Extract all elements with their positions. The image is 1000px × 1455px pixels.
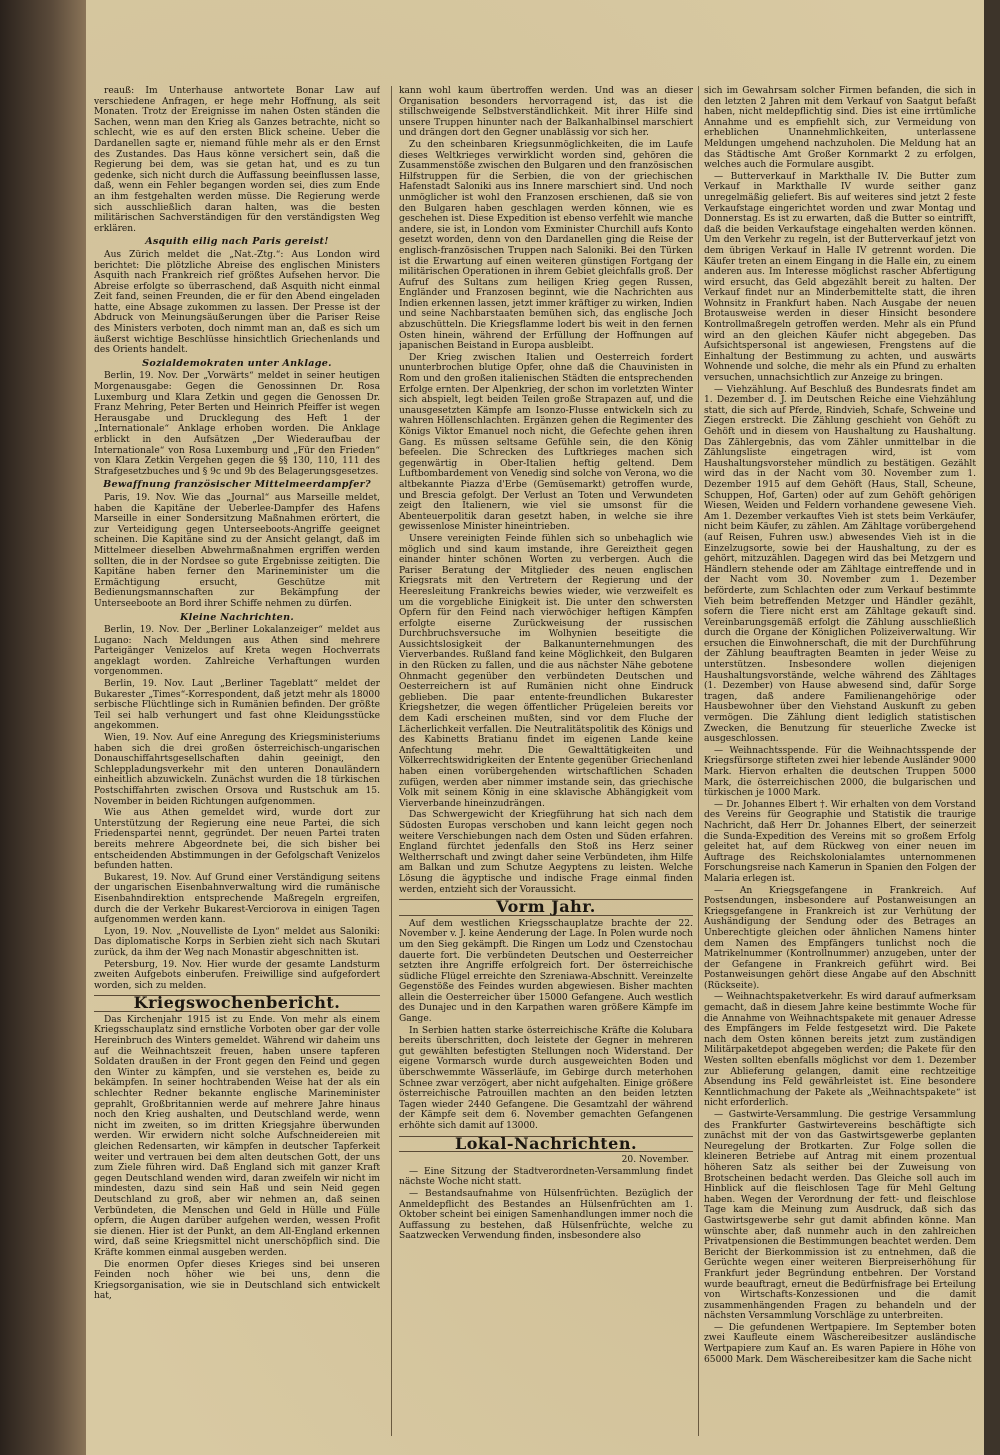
article-text: Das Schwergewicht der Kriegführung hat sich nach dem Südosten Europas verschoben und kann leicht gegen noch weitere Verschiebungen nach dem Osten und Süden erfahren. England fürchtet jedenfalls den Stoß ins Herz seiner Weltherrschaft und zwingt daher seine Verbündeten, ihm Hilfe am Balkan und zum Schutze Aegyptens zu leisten. Welche Lösung die ägyptische und indische Frage einmal finden werden, entzieht sich der Voraussicht. [399,810,693,895]
article-text: In Serbien hatten starke österreichische Kräfte die Kolubara bereits überschritten, doch leistete der Gegner in mehreren gut gewählten befestigten Stellungen noch Widerstand. Der eigene Vormarsch wurde durch ausgeweichten Boden und überschwemmte Wässerläufe, im Gebirge durch meterhohen Schnee zwar verzögert, aber nicht aufgehalten. Einige größere österreichische Patrouillen machten an den beiden letzten Tagen wieder 2440 Gefangene. Die Gesamtzahl der während der Kämpfe seit dem 6. November gemachten Gefangenen erhöhte sich damit auf 13000. [399,1025,693,1131]
section-headline: Kriegswochenbericht. [94,995,380,1012]
article-text: — Butterverkauf in Markthalle IV. Die Butter zum Verkauf in Markthalle IV wurde seither ganz unregelmäßig geliefert. Bis auf weiteres sind jetzt 2 feste Verkaufstage eingerichtet worden und zwar Montag und Donnerstag. Es ist zu erwarten, daß die Butter so eintrifft, daß die beiden Verkaufstage eingehalten werden können. Um den Verkehr zu regeln, ist der Butterverkauf jetzt von dem übrigen Verkauf in Halle IV getrennt worden. Die Käufer treten an einem Eingang in die Halle ein, zu einem anderen aus. Im Interesse möglichst rascher Abfertigung wird ersucht, das Geld abgezählt bereit zu halten. Der Verkauf findet nur an Minderbemittelte statt, die ihren Wohnsitz in Frankfurt haben. Nach Ausgabe der neuen Brotausweise werden in dieser Hinsicht besondere Kontrollmaßregeln getroffen werden. Mehr als ein Pfund wird an den gleichen Käufer nicht abgegeben. Das Aufsichtspersonal ist angewiesen, Frengstens auf die Einhaltung der Bestimmung zu achten, und auswärts Wohnende und solche, die mehr als ein Pfund zu erhalten versuchen, unnachsichtlich zur Anzeige zu bringen. [704,171,976,384]
article-text: Berlin, 19. Nov. Der „Vorwärts“ meldet in seiner heutigen Morgenausgabe: Gegen die Genossinnen Dr. Rosa Luxemburg und Klara Zetkin und gegen die Genossen Dr. Franz Mehring, Peter Berten und Heinrich Pfeiffer ist wegen Herausgabe und Drucklegung des Heft 1 der „Internationale“ Anklage erhoben worden. Die Anklage erblickt in den Aufsätzen „Der Wiederaufbau der Internationale“ von Rosa Luxemburg und „Für den Frieden“ von Klara Zetkin Vergehen gegen die §§ 130, 110, 111 des Strafgesetzbuches und § 9c und 9b des Belagerungsgesetzes. [94,371,380,477]
column-2 [399,86,693,1441]
article-text: — An Kriegsgefangene in Frankreich. Auf Postsendungen, insbesondere auf Postanweisungen an Kriegsgefangene in Frankreich ist zur Verhütung der Aushändigung der Sendung oder des Betrages an Unberechtigte gleichen oder ähnlichen Namens hinter dem Namen des Empfängers tunlichst noch die Matrikelnummer (Kontrollnummer) anzugeben, unter der der Gefangene in Frankreich geführt wird. Bei Postanweisungen gehört diese Angabe auf den Abschnitt (Rückseite). [704,885,976,991]
article-text: Petersburg, 19. Nov. Hier wurde der gesamte Landsturm zweiten Aufgebots einberufen. Freiwillige sind aufgefordert worden, sich zu melden. [94,959,380,991]
scan-edge [984,0,1000,1455]
article-text: — Die gefundenen Wertpapiere. Im September boten zwei Kaufleute einem Wäschereibesitzer ausländische Wertpapiere zum Kauf an. Es waren Papiere in Höhe von 65000 Mark. Dem Wäschereibesitzer kam die Sache nicht [704,1322,976,1365]
article-text: — Dr. Johannes Elbert †. Wir erhalten von dem Vorstand des Vereins für Geographie und Statistik die traurige Nachricht, daß Herr Dr. Johannes Elbert, der seinerzeit die Sunda-Expedition des Vereins mit so großem Erfolg geleitet hat, auf dem Rückweg von einer neuen im Auftrage des Reichskolonialamtes unternommenen Forschungsreise nach Kamerun in Spanien den Folgen der Malaria erlegen ist. [704,799,976,884]
article-text: Paris, 19. Nov. Wie das „Journal“ aus Marseille meldet, haben die Kapitäne der Ueberlee-Dampfer des Hafens Marseille in einer Sondersitzung Maßnahmen erörtert, die zur Verteidigung gegen Unterseeboots-Angriffe geeignet scheinen. Die Kapitäne sind zu der Ansicht gelangt, daß im Mittelmeer dieselben Abwehrmaßnahmen ergriffen werden sollten, die in der Nordsee so gute Ergebnisse zeitigten. Die Kapitäne haben ferner den Marineminister um die Ermächtigung ersucht, Geschütze mit Bedienungsmannschaften zur Bekämpfung der Unterseeboote an Bord ihrer Schiffe nehmen zu dürfen. [94,492,380,609]
headline: Sozialdemokraten unter Anklage. [142,357,332,369]
section-headline: Vorm Jahr. [399,899,693,916]
headline: Asquith eilig nach Paris gereist! [145,236,329,248]
article-text: — Weihnachtspaketverkehr. Es wird darauf aufmerksam gemacht, daß in diesem Jahre keine bestimmte Woche für die Annahme von Weihnachtspakete mit genauer Adresse des Empfängers im Felde festgesetzt wird. Die Pakete nach dem Osten können bereits jetzt zum zuständigen Militärpaketdepot abgegeben werden; die Pakete für den Westen sollten ebenfalls möglichst vor dem 1. Dezember zur Ablieferung gelangen, damit eine rechtzeitige Absendung ins Feld gewährleistet ist. Eine besondere Kenntlichmachung der Pakete als „Weihnachtspakete“ ist nicht erforderlich. [704,992,976,1109]
article-text: Berlin, 19. Nov. Laut „Berliner Tageblatt“ meldet der Bukarester „Times“-Korrespondent, daß jetzt mehr als 18000 serbische Flüchtlinge sich in Rumänien befinden. Der größte Teil sei halb verhungert und fast ohne Kleidungsstücke angekommen. [94,679,380,732]
book-binding [0,0,86,1455]
headline: Kleine Nachrichten. [179,611,295,623]
column-rule [698,86,699,1436]
article-text: Wie aus Athen gemeldet wird, wurde dort zur Unterstützung der Regierung eine neue Partei, die sich Friedenspartei nennt, gegründet. Der neuen Partei traten bereits mehrere Abgeordnete bei, die sich bisher bei entscheidenden Abstimmungen in der Gefolgschaft Venizelos befunden hatten. [94,808,380,872]
column-3 [704,86,976,1441]
article-text: — Weihnachtsspende. Für die Weihnachtsspende der Kriegsfürsorge stifteten zwei hier lebende Ausländer 9000 Mark. Hiervon erhalten die deutschen Truppen 5000 Mark, die österreichischen 2000, die bulgarischen und türkischen je 1000 Mark. [704,745,976,799]
article-text: Aus Zürich meldet die „Nat.-Ztg.“: Aus London wird berichtet: Die plötzliche Abreise des englischen Ministers Asquith nach Frankreich rief größtes Aufsehen hervor. Die Abreise erfolgte so überraschend, daß Asquith nicht einmal Zeit fand, seinen Freunden, die er für den Abend eingeladen hatte, eine Absage zukommen zu lassen. Der Presse ist der Abdruck von Meinungsäußerungen über die Pariser Reise des Ministers verboten, doch nimmt man an, daß es sich um äußerst wichtige Beschlüsse hinsichtlich Griechenlands und des Orients handelt. [94,249,380,356]
section-headline: Lokal-Nachrichten. [399,1136,693,1153]
article-text: Wien, 19. Nov. Auf eine Anregung des Kriegsministeriums haben sich die drei großen österreichisch-ungarischen Donauschiffahrtsgesellschaften dahin geeinigt, den Schleppladungsverkehr mit den unteren Donauländern einheitlich abzuwickeln. Zunächst wurden die 18 türkischen Postschiffahrten zwischen Orsova und Rustschuk am 15. November in beiden Richtungen aufgenommen. [94,733,380,807]
article-text: Das Kirchenjahr 1915 ist zu Ende. Von mehr als einem Kriegsschauplatz sind ernstliche Vorboten ober gar der volle Hereinbruch des Winters gemeldet. Während wir daheim uns auf die Weihnachtszeit freuen, haben unsere tapferen Soldaten draußen in der Front gegen den Feind und gegen den Winter zu kämpfen, und sie verstehen es, beide zu bekämpfen. In seiner hochtrabenden Weise hat der als ein schlechter Redner bekannte englische Marineminister geprahlt, Großbritannien werde auf mehrere Jahre hinaus noch den Krieg aushalten, und Deutschland werde, wenn nicht im zweiten, so im dritten Kriegsjahre überwunden werden. Wir erwidern nicht solche Aufschneidereien mit gleichen Redensarten, wir kämpfen in deutscher Tapferkeit weiter und vertrauen bei dem alten deutschen Gott, der uns zum Ziele führen wird. Daß England sich mit ganzer Kraft gegen Deutschland wenden wird, daran zweifeln wir nicht im mindesten, dazu sind sein Haß und sein Neid gegen Deutschland zu groß, aber wir nehmen an, daß seinen Verbündeten, die Menschen und Geld in Hülle und Fülle opfern, die Augen darüber aufgehen werden, wessen Profit sie dienen. Hier ist der Punkt, an dem All-England erkennen wird, daß seine Kriegsmittel nicht unerschöpflich sind. Die Kräfte kommen einmal ausgeben werden. [94,1014,380,1258]
dateline: 20. November. [621,1155,689,1166]
article-text: Unsere vereinigten Feinde fühlen sich so unbehaglich wie möglich und sind kaum imstande, ihre Gereiztheit gegen einander hinter schönen Worten zu verbergen. Auch die Pariser Beratung der Mitglieder des neuen englischen Kriegsrats mit den Vertretern der Regierung und der Heeresleitung Frankreichs bewies wieder, wie verzweifelt es um die vorgebliche Einigkeit ist. Die unter den schwersten Opfern für den Feind nach vierwöchiger heftigen Kämpfen erfolgte eiserne Zurückweisung der russischen Durchbruchsversuche im Wolhynien beseitigte die Aussichtslosigkeit der Balkanunternehmungen des Vierverbandes. Rußland fand keine Möglichkeit, den Bulgaren in den Rücken zu fallen, und die aus nächster Nähe gebotene Ohnmacht gegenüber den verbündeten Deutschen und Oesterreichern ist auf Rumänien nicht ohne Eindruck geblieben. Die paar entente-freundlichen Bukarester Kriegshetzer, die wegen öffentlicher Prügeleien bereits vor dem Kadi erscheinen mußten, sind vor dem Fluche der Lächerlichkeit verfallen. Die Neutralitätspolitik des Königs und des Kabinetts Bratianu findet im eigenen Lande keine Anfechtung mehr. Die Gewalttätigkeiten und Völkerrechtswidrigkeiten der Entente gegenüber Griechenland haben einen vorübergehenden wirtschaftlichen Schaden zufügen, werden aber nimmer imstande sein, das griechische Volk mit seinem König in eine sklavische Abhängigkeit vom Vierverbande hineinzudrängen. [399,533,693,809]
article-text: Berlin, 19. Nov. Der „Berliner Lokalanzeiger“ meldet aus Lugano: Nach Meldungen aus Athen sind mehrere Parteigänger Venizelos auf Kreta wegen Hochverrats angeklagt worden. Zahlreiche Verhaftungen wurden vorgenommen. [94,625,380,678]
article-text: Der Krieg zwischen Italien und Oesterreich fordert ununterbrochen blutige Opfer, ohne daß die Chauvinisten in Rom und den großen italienischen Städten die entsprechenden Erfolge ernten. Der Alpenkrieg, der schon im vorletzten Winter sich abspielt, legt beiden Teilen große Strapazen auf, und die unausgesetzten Kämpfe am Isonzo-Flusse entwickeln sich zu wahren Höllenschlachten. Ergänzen gehen die Regimenter des Königs Viktor Emanuel noch nicht, die Gefechte gehen ihren Gang. Es müssen seltsame Gefühle sein, die den König befeelen. Die Schrecken des Luftkrieges machen sich gegenwärtig in Ober-Italien heftig geltend. Dem Luftbombardement von Venedig sind solche von Verona, wo die altbekannte Piazza d'Erbe (Gemüsemarkt) getroffen wurde, und Brescia gefolgt. Der Verlust an Toten und Verwundeten zeigt den Italienern, wie viel sie umsonst für die Abenteuerpolitik daran gesetzt haben, in welche sie ihre gewissenlose Minister hineintrieben. [399,352,693,533]
article-text: — Viehzählung. Auf Beschluß des Bundesrats findet am 1. Dezember d. J. im Deutschen Reiche eine Viehzählung statt, die sich auf Pferde, Rindvieh, Schafe, Schweine und Ziegen erstreckt. Die Zählung geschieht von Gehöft zu Gehöft und in diesem von Haushaltung zu Haushaltung. Das Zählergebnis, das vom Zähler unmittelbar in die Zählungsliste eingetragen wird, ist vom Haushaltungsvorsteher mündlich zu bestätigen. Gezählt wird das in der Nacht vom 30. November zum 1. Dezember 1915 auf dem Gehöft (Haus, Stall, Scheune, Schuppen, Hof, Garten) oder auf zum Gehöft gehörigen Wiesen, Weiden und Feldern vorhandene gewesene Vieh. Am 1. Dezember verkauftes Vieh ist stets beim Verkäufer, nicht beim Käufer, zu zählen. Am Zähltage vorübergehend (auf Reisen, Fuhren usw.) abwesendes Vieh ist in die Einzelzugsorte, sowie bei der Haushaltung, zu der es gehört, mitzuzählen. Dagegen wird das bei Metzgern und Händlern stehende oder am Zähltage eintreffende und in der Nacht vom 30. November zum 1. Dezember beförderte, zum Schlachten oder zum Verkauf bestimmte Vieh beim betreffenden Metzger und Händler gezählt, sofern die Tiere nicht erst am Zähltage gekauft sind. Vereinbarungsgemäß erfolgt die Zählung ausschließlich durch die Organe der Königlichen Polizeiverwaltung. Wir ersuchen die Einwohnerschaft, die mit der Durchführung der Zählung beauftragten Beamten in jeder Weise zu unterstützen. Insbesondere wollen diejenigen Haushaltungsvorstände, welche während des Zähltages (1. Dezember) von Hause abwesend sind, dafür Sorge tragen, daß andere Familienangehörige oder Hausbewohner über den Viehstand Auskunft zu geben vermögen. Die Zählung dient lediglich statistischen Zwecken, die Benutzung für steuerliche Zwecke ist ausgeschlossen. [704,384,976,745]
article-text: — Eine Sitzung der Stadtverordneten-Versammlung findet nächste Woche nicht statt. [399,1166,693,1188]
article-text: Die enormen Opfer dieses Krieges sind bei unseren Feinden noch höher wie bei uns, denn die Kriegsorganisation, wie sie in Deutschland sich entwickelt hat, [94,1259,380,1302]
article-text: — Gastwirte-Versammlung. Die gestrige Versammlung des Frankfurter Gastwirtevereins beschäftigte sich zunächst mit der von das Gastwirtsgewerbe geplanten Neuregelung der Brotkarten. Zur Folge sollen die kleineren Betriebe auf Antrag mit einem prozentual höheren Satz als seither bei der Zuweisung von Brotscheinen bedacht werden. Das Gleiche soll auch im Hinblick auf die fleischlosen Tage für Mehl Geltung haben. Wegen der Verordnung der fett- und fleischlose Tage kam die Meinung zum Ausdruck, daß sich das Gastwirtsgewerbe sehr gut damit abfinden könne. Man wünschte aber, daß nunmehr auch in den zahlreichen Privatpensionen die Bestimmungen beachtet werden. Dem Bericht der Bierkommission ist zu entnehmen, daß die Gerüchte wegen einer weiteren Bierpreiserhöhung für Frankfurt jeder Begründung entbehren. Der Vorstand wurde beauftragt, erneut die Bedürfnisfrage bei Erteilung von Wirtschafts-Konzessionen und die damit zusammenhängenden Fragen zu behandeln und der nächsten Versammlung Vorschläge zu unterbreiten. [704,1110,976,1322]
column-1 [94,86,380,1441]
article-text: Lyon, 19. Nov. „Nouvelliste de Lyon“ meldet aus Saloniki: Das diplomatische Korps in Serbien zieht sich nach Skutari zurück, da ihm der Weg nach Monastir abgeschnitten ist. [94,926,380,958]
article-text: Zu den scheinbaren Kriegsunmöglichkeiten, die im Laufe dieses Weltkrieges verwirklicht worden sind, gehören die Zusammenstöße zwischen den Bulgaren und den französischen Hilfstruppen für die Serbien, die von der griechischen Hafenstadt Saloniki aus ins Innere marschiert sind. Und noch unmöglicher ist wohl den Franzosen erschienen, daß sie von den Bulgaren haben geschlagen werden können, wie es geschehen ist. Diese Expedition ist ebenso verfehlt wie manche andere, sie ist, in London vom Exminister Churchill aufs Konto gesetzt worden, denn von den Dardanellen ging die Reise der englisch-französischen Truppen nach Saloniki. Bei den Türken ist die Erwartung auf einen weiteren günstigen Fortgang der militärischen Operationen in ihrem Gebiet gleichfalls groß. Der Aufruf des Sultans zum heiligen Krieg gegen Russen, Engländer und Franzosen beginnt, wie die Nachrichten aus Indien erkennen lassen, jetzt immer kräftiger zu wirken, Indien und seine Nachbarstaaten bemühen sich, das englische Joch abzuschütteln. Die Kriegsflamme lodert bis weit in den fernen Osten hinein, während der Erfüllung der Hoffnungen auf japanischen Beistand in Europa ausbleibt. [399,139,693,352]
article-text: kann wohl kaum übertroffen werden. Und was an dieser Organisation besonders hervorragend ist, das ist die stillschweigende Selbstverständlichkeit. Mit ihrer Hilfe sind unsere Truppen hinunter nach der Balkanhalbinsel marschiert und drängen dort den Gegner unablässig vor sich her. [399,86,693,139]
article-text: sich im Gewahrsam solcher Firmen befanden, die sich in den letzten 2 Jahren mit dem Verkauf von Saatgut befaßt haben, nicht meldepflichtig sind. Dies ist eine irrtümliche Annahme und es empfiehlt sich, zur Vermeidung von erheblichen Unannehmlichkeiten, unterlassene Meldungen umgehend nachzuholen. Die Meldung hat an das Städtische Amt Großer Kornmarkt 2 zu erfolgen, welches auch die Formulare ausgibt. [704,86,976,171]
article-text: — Bestandsaufnahme von Hülsenfrüchten. Bezüglich der Anmeldepflicht des Bestandes an Hülsenfrüchten am 1. Oktober scheint bei einigen Samenhandlungen immer noch die Auffassung zu bestehen, daß Hülsenfrüchte, welche zu Saatzwecken Verwendung finden, insbesondere also [399,1188,693,1242]
article-text: reauß: Im Unterhause antwortete Bonar Law auf verschiedene Anfragen, er hege mehr Hoffnung, als seit Monaten. Trotz der Ereignisse im nahen Osten ständen die Sachen, wenn man den Krieg als Ganzes betrachte, nicht so schlecht, wie es auf den ersten Blick scheine. Ueber die Dardanellen sagte er, niemand fühle mehr als er den Ernst des Zustandes. Das Haus könne versichert sein, daß die Regierung bei dem, was sie getan hat, und es zu tun gedenke, sich nicht durch die Auffassung beeinflussen lasse, daß, wenn ein Fehler begangen worden sei, dies zum Ende an ihm festgehalten werden müsse. Die Regierung werde sich ausschließlich daran halten, was die besten militärischen Sachverständigen für den verständigsten Weg erklären. [94,86,380,234]
article-text: Auf dem westlichen Kriegsschauplatze brachte der 22. November v. J. keine Aenderung der Lage. In Polen wurde noch um den Sieg gekämpft. Die Ringen um Lodz und Czenstochau dauerte fort. Die verbündeten Deutschen und Oesterreicher setzten ihre Angriffe erfolgreich fort. Der österreichische südliche Flügel erreichte den Szreniawa-Abschnitt. Vereinzelte Gegenstöße des Feindes wurden abgewiesen. Bisher machten allein die Oesterreicher über 15000 Gefangene. Auch westlich des Dunajec und in den Karpathen waren größere Kämpfe im Gange. [399,918,693,1025]
column-rule [391,86,392,1436]
article-text: Bukarest, 19. Nov. Auf Grund einer Verständigung seitens der ungarischen Eisenbahnverwaltung wird die rumänische Eisenbahndirektion entsprechende Maßregeln ergreifen, durch die der Verkehr Bukarest-Verciorova in einigen Tagen aufgenommen werden kann. [94,872,380,926]
headline: Bewaffnung französischer Mittelmeerdampfer? [103,479,371,491]
